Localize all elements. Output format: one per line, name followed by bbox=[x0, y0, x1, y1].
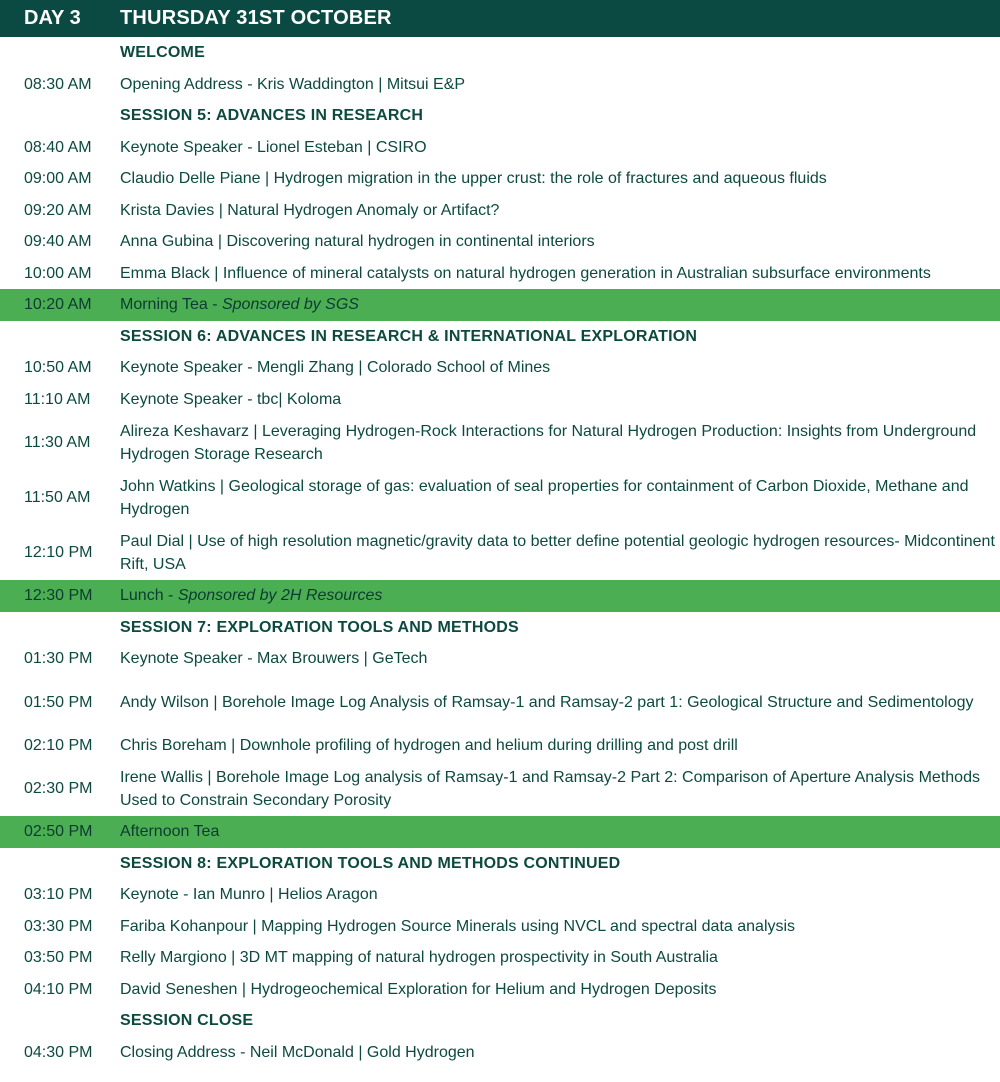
row-text bbox=[120, 1041, 1000, 1064]
session-heading-row bbox=[0, 321, 1000, 353]
row-label: Keynote Speaker - Lionel Esteban | CSIRO bbox=[120, 138, 427, 156]
row-label: Afternoon Tea bbox=[120, 823, 220, 841]
row-time: 03:30 PM bbox=[24, 917, 93, 935]
row-label: WELCOME bbox=[120, 44, 205, 62]
row-label: Claudio Delle Piane | Hydrogen migration in the upper crust: the role of fractures and aqueous fluids bbox=[120, 170, 827, 188]
row-time: 04:30 PM bbox=[24, 1043, 93, 1061]
row-text bbox=[120, 356, 1000, 379]
row-label: Opening Address - Kris Waddington | Mitsui E&P bbox=[120, 75, 466, 93]
row-text bbox=[120, 475, 1000, 521]
session-heading-row bbox=[0, 37, 1000, 69]
agenda-row bbox=[0, 525, 1000, 580]
agenda-row bbox=[0, 942, 1000, 974]
row-label: Fariba Kohanpour | Mapping Hydrogen Source Minerals using NVCL and spectral data analysis bbox=[120, 917, 796, 935]
row-time: 02:10 PM bbox=[24, 736, 93, 754]
session-title bbox=[120, 104, 1000, 127]
row-label: Keynote Speaker - Mengli Zhang | Colorado School of Mines bbox=[120, 359, 551, 377]
row-text bbox=[120, 647, 1000, 670]
row-text bbox=[120, 978, 1000, 1001]
agenda-row bbox=[0, 195, 1000, 227]
session-title bbox=[120, 41, 1000, 64]
row-text bbox=[120, 230, 1000, 253]
date-label: THURSDAY 31ST OCTOBER bbox=[120, 7, 392, 29]
row-label: SESSION 7: EXPLORATION TOOLS AND METHODS bbox=[120, 618, 519, 636]
agenda-row bbox=[0, 730, 1000, 762]
row-time: 09:00 AM bbox=[24, 170, 92, 188]
row-text bbox=[120, 136, 1000, 159]
row-label: Keynote - Ian Munro | Helios Aragon bbox=[120, 886, 378, 904]
agenda-row bbox=[0, 132, 1000, 164]
row-text bbox=[120, 199, 1000, 222]
agenda-row bbox=[0, 1037, 1000, 1069]
session-heading-row bbox=[0, 612, 1000, 644]
break-row bbox=[0, 580, 1000, 612]
session-title bbox=[120, 616, 1000, 639]
row-label: Keynote Speaker - tbc| Koloma bbox=[120, 390, 342, 408]
row-text bbox=[120, 293, 1000, 316]
row-text bbox=[120, 530, 1000, 576]
row-time: 01:50 PM bbox=[24, 693, 93, 711]
row-text bbox=[120, 883, 1000, 906]
row-label: SESSION 6: ADVANCES IN RESEARCH & INTERNATIONAL EXPLORATION bbox=[120, 327, 698, 345]
session-heading-row bbox=[0, 1005, 1000, 1037]
agenda-row bbox=[0, 879, 1000, 911]
row-text bbox=[120, 73, 1000, 96]
row-label: Paul Dial | Use of high resolution magnetic/gravity data to better define potential geologic hydrogen resources- Midcontinent Rift, USA bbox=[120, 532, 995, 573]
row-time: 08:30 AM bbox=[24, 75, 92, 93]
row-text bbox=[120, 915, 1000, 938]
session-title bbox=[120, 1009, 1000, 1032]
agenda-list bbox=[0, 37, 1000, 1068]
agenda-row bbox=[0, 911, 1000, 943]
session-title bbox=[120, 852, 1000, 875]
row-time: 09:40 AM bbox=[24, 233, 92, 251]
row-text bbox=[120, 262, 1000, 285]
row-time: 11:50 AM bbox=[24, 489, 91, 506]
row-time: 01:30 PM bbox=[24, 650, 93, 668]
row-label: Andy Wilson | Borehole Image Log Analysis of Ramsay-1 and Ramsay-2 part 1: Geological Structure and Sedimentology bbox=[120, 693, 974, 711]
agenda-row bbox=[0, 163, 1000, 195]
agenda-row bbox=[0, 415, 1000, 470]
row-label: David Seneshen | Hydrogeochemical Exploration for Helium and Hydrogen Deposits bbox=[120, 980, 717, 998]
row-label: Relly Margiono | 3D MT mapping of natural hydrogen prospectivity in South Australia bbox=[120, 949, 718, 967]
row-time: 10:20 AM bbox=[24, 296, 92, 314]
session-heading-row bbox=[0, 100, 1000, 132]
agenda-row bbox=[0, 384, 1000, 416]
row-text bbox=[120, 820, 1000, 843]
sponsor-label: Sponsored by SGS bbox=[221, 296, 359, 314]
row-time: 11:30 AM bbox=[24, 434, 91, 451]
session-heading-row bbox=[0, 848, 1000, 880]
row-time: 12:30 PM bbox=[24, 587, 93, 605]
row-text bbox=[120, 766, 1000, 812]
row-text bbox=[120, 691, 1000, 714]
row-time: 04:10 PM bbox=[24, 980, 93, 998]
row-label: Closing Address - Neil McDonald | Gold Hydrogen bbox=[120, 1043, 475, 1061]
row-label: John Watkins | Geological storage of gas: evaluation of seal properties for containment of Carbon Dioxide, Methane and Hydrogen bbox=[120, 477, 969, 518]
agenda-row bbox=[0, 226, 1000, 258]
row-time: 11:10 AM bbox=[24, 390, 91, 408]
row-time: 09:20 AM bbox=[24, 201, 92, 219]
row-text bbox=[120, 420, 1000, 466]
row-label: Krista Davies | Natural Hydrogen Anomaly or Artifact? bbox=[120, 201, 500, 219]
row-time: 03:50 PM bbox=[24, 949, 93, 967]
row-time: 10:50 AM bbox=[24, 359, 92, 377]
row-text bbox=[120, 946, 1000, 969]
row-text bbox=[120, 734, 1000, 757]
row-label: Alireza Keshavarz | Leveraging Hydrogen-Rock Interactions for Natural Hydrogen Production: Insights from Underground Hydrogen Storage Research bbox=[120, 422, 977, 463]
row-text bbox=[120, 388, 1000, 411]
row-time: 10:00 AM bbox=[24, 264, 92, 282]
row-time: 02:50 PM bbox=[24, 823, 93, 841]
day-label: DAY 3 bbox=[24, 7, 81, 29]
row-label: Keynote Speaker - Max Brouwers | GeTech bbox=[120, 650, 428, 668]
row-label: Morning Tea - bbox=[120, 296, 222, 314]
row-label: Irene Wallis | Borehole Image Log analysis of Ramsay-1 and Ramsay-2 Part 2: Comparison of Aperture Analysis Methods Used to Constrain Secondary Porosity bbox=[120, 768, 980, 809]
break-row bbox=[0, 816, 1000, 848]
agenda-row bbox=[0, 675, 1000, 730]
row-label: Anna Gubina | Discovering natural hydrogen in continental interiors bbox=[120, 233, 595, 251]
row-time: 02:30 PM bbox=[24, 780, 93, 797]
agenda-row bbox=[0, 643, 1000, 675]
sponsor-label: Sponsored by 2H Resources bbox=[177, 587, 383, 605]
row-text bbox=[120, 584, 1000, 607]
row-time: 08:40 AM bbox=[24, 138, 92, 156]
agenda-row bbox=[0, 258, 1000, 290]
agenda-row bbox=[0, 974, 1000, 1006]
session-title bbox=[120, 325, 1000, 348]
row-label: SESSION 5: ADVANCES IN RESEARCH bbox=[120, 107, 424, 125]
row-label: SESSION 8: EXPLORATION TOOLS AND METHODS CONTINUED bbox=[120, 854, 621, 872]
row-label: SESSION CLOSE bbox=[120, 1012, 254, 1030]
day-header bbox=[0, 0, 1000, 37]
agenda-row bbox=[0, 470, 1000, 525]
row-text bbox=[120, 167, 1000, 190]
agenda-row bbox=[0, 352, 1000, 384]
row-label: Emma Black | Influence of mineral catalysts on natural hydrogen generation in Australian subsurface environments bbox=[120, 264, 931, 282]
agenda-row bbox=[0, 69, 1000, 101]
row-label: Lunch - bbox=[120, 587, 178, 605]
row-time: 03:10 PM bbox=[24, 886, 93, 904]
row-label: Chris Boreham | Downhole profiling of hydrogen and helium during drilling and post drill bbox=[120, 736, 738, 754]
break-row bbox=[0, 289, 1000, 321]
agenda-row bbox=[0, 761, 1000, 816]
row-time: 12:10 PM bbox=[24, 544, 93, 561]
